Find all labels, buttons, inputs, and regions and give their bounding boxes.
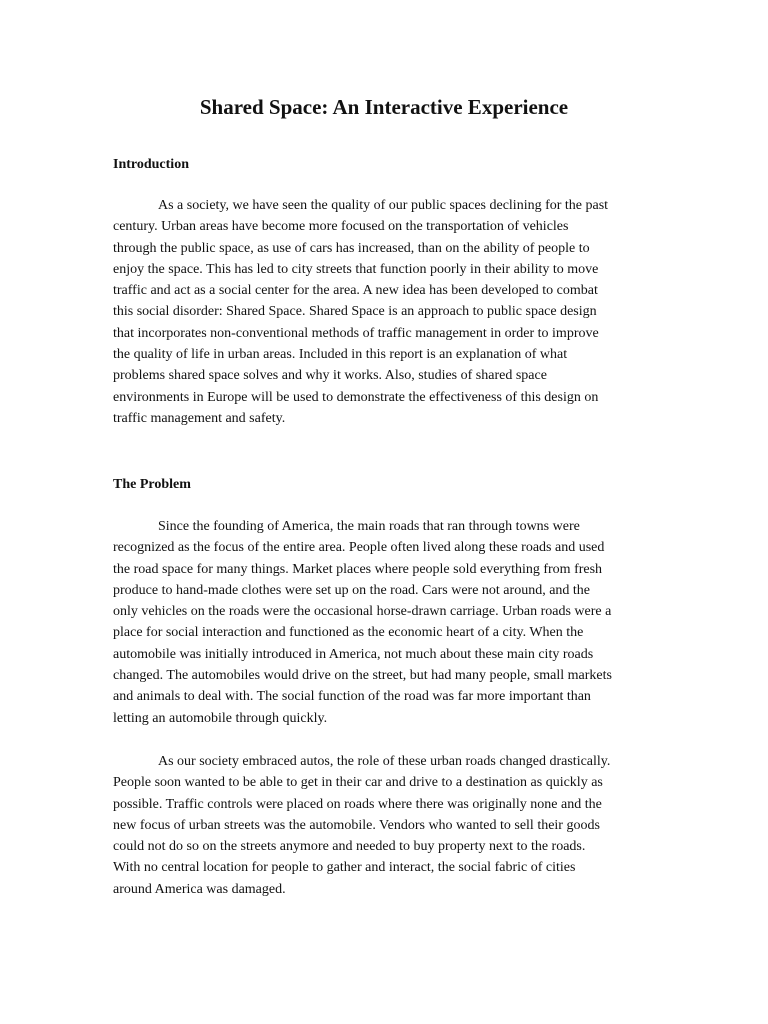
text-line: century. Urban areas have become more focused on the transportation of vehicles bbox=[113, 219, 569, 235]
text-line: traffic and act as a social center for the area. A new idea has been developed to combat bbox=[113, 283, 598, 299]
section-heading-the-problem: The Problem bbox=[113, 477, 191, 492]
text-line: enjoy the space. This has led to city streets that function poorly in their ability to move bbox=[113, 261, 599, 277]
text-line: only vehicles on the roads were the occasional horse-drawn carriage. Urban roads were a bbox=[113, 604, 612, 620]
section-heading-introduction: Introduction bbox=[113, 157, 189, 172]
text-line: As a society, we have seen the quality of our public spaces declining for the past bbox=[158, 198, 609, 213]
text-line: around America was damaged. bbox=[113, 881, 286, 897]
text-line: People soon wanted to be able to get in their car and drive to a destination as quickly as bbox=[113, 775, 603, 791]
text-line: the quality of life in urban areas. Included in this report is an explanation of what bbox=[113, 347, 568, 363]
text-line: Since the founding of America, the main roads that ran through towns were bbox=[158, 519, 580, 534]
text-line: that incorporates non-conventional methods of traffic management in order to improve bbox=[113, 325, 599, 341]
text-line: through the public space, as use of cars has increased, than on the ability of people to bbox=[113, 240, 590, 256]
problem-paragraph-2 bbox=[113, 751, 653, 900]
text-line: new focus of urban streets was the automobile. Vendors who wanted to sell their goods bbox=[113, 817, 600, 833]
text-line: As our society embraced autos, the role of these urban roads changed drastically. bbox=[158, 754, 611, 769]
text-line: this social disorder: Shared Space. Shared Space is an approach to public space design bbox=[113, 304, 597, 320]
text-line: recognized as the focus of the entire area. People often lived along these roads and used bbox=[113, 540, 605, 556]
text-line: possible. Traffic controls were placed on roads where there was originally none and the bbox=[113, 796, 602, 812]
problem-paragraph-1 bbox=[113, 516, 653, 729]
text-line: problems shared space solves and why it works. Also, studies of shared space bbox=[113, 368, 547, 384]
text-line: and animals to deal with. The social function of the road was far more important than bbox=[113, 689, 591, 705]
text-line: traffic management and safety. bbox=[113, 410, 286, 426]
introduction-paragraph bbox=[113, 195, 653, 429]
text-line: With no central location for people to gather and interact, the social fabric of cities bbox=[113, 860, 576, 876]
document-title: Shared Space: An Interactive Experience bbox=[199, 95, 569, 119]
text-line: could not do so on the streets anymore and needed to buy property next to the roads. bbox=[113, 839, 586, 855]
text-line: place for social interaction and functioned as the economic heart of a city. When the bbox=[113, 625, 584, 641]
text-line: letting an automobile through quickly. bbox=[113, 710, 328, 726]
text-line: changed. The automobiles would drive on the street, but had many people, small markets bbox=[113, 668, 612, 684]
text-line: automobile was initially introduced in America, not much about these main city roads bbox=[113, 646, 594, 662]
text-line: environments in Europe will be used to demonstrate the effectiveness of this design on bbox=[113, 389, 599, 405]
text-line: the road space for many things. Market places where people sold everything from fresh bbox=[113, 561, 603, 577]
text-line: produce to hand-made clothes were set up on the road. Cars were not around, and the bbox=[113, 582, 591, 598]
